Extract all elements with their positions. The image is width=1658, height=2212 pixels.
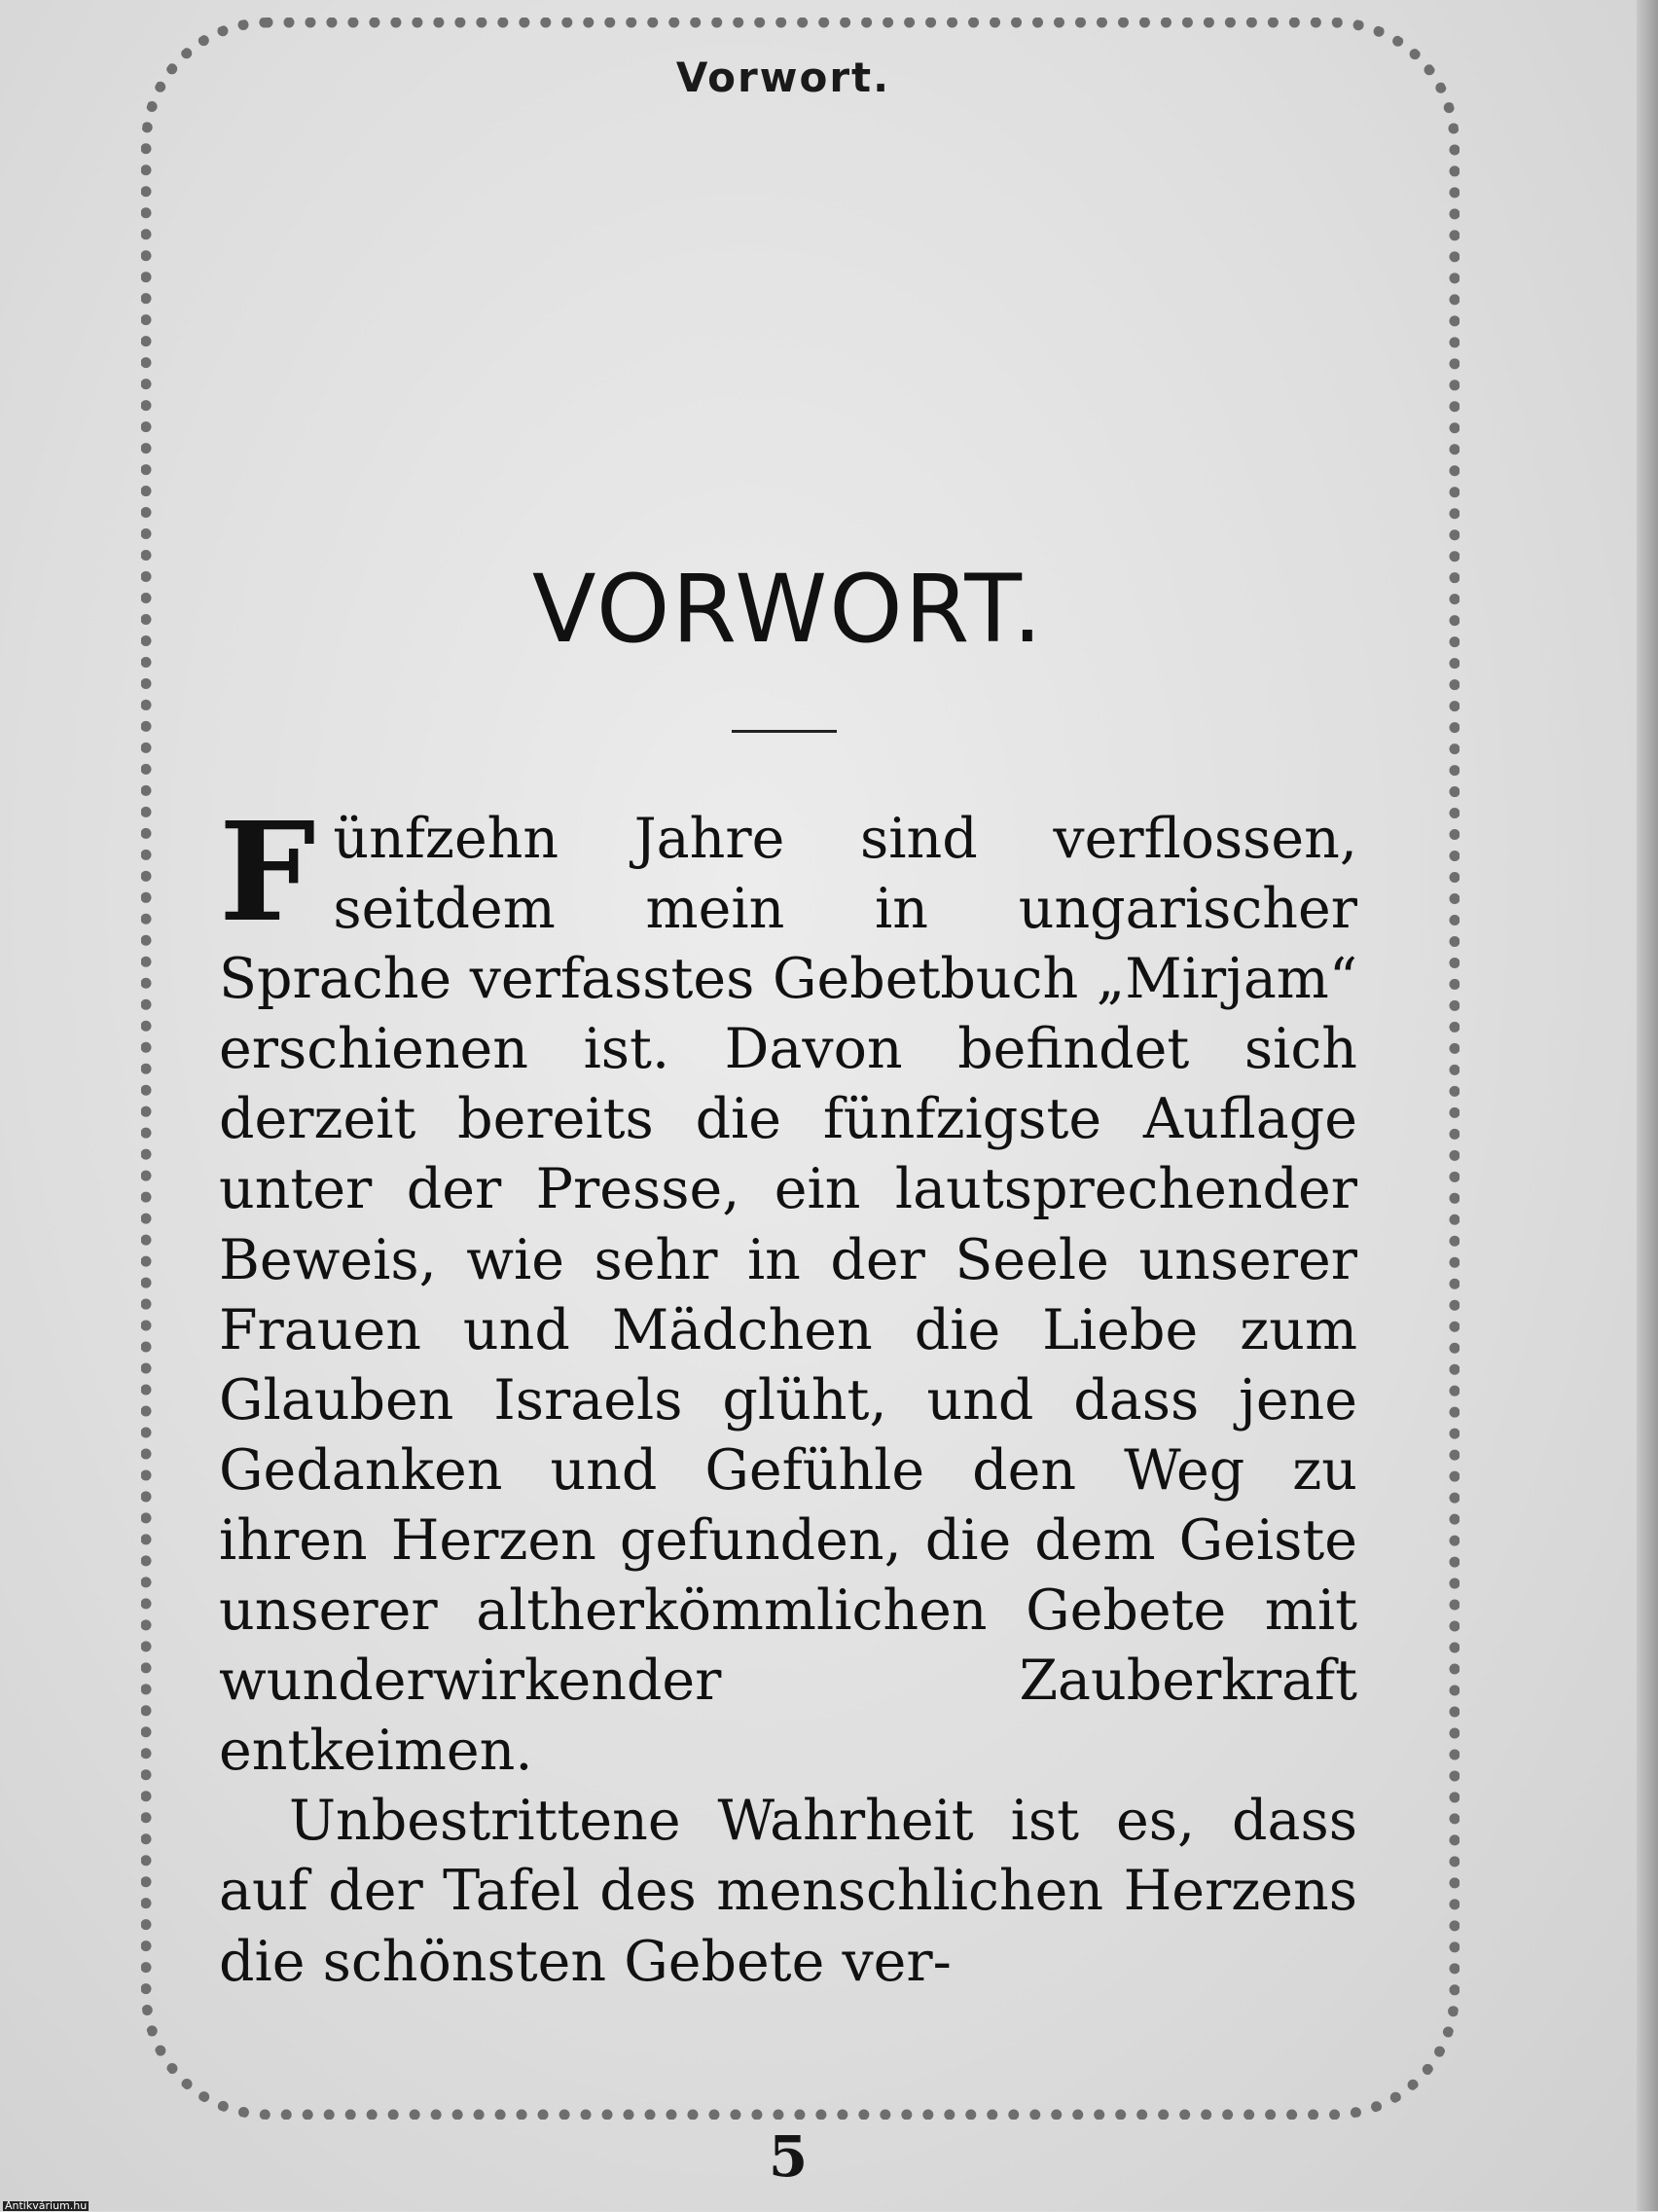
running-head: Vorwort. [675, 54, 891, 101]
body-text [219, 793, 1357, 1997]
paragraph-2: Unbestrittene Wahrheit ist es, dass auf der Tafel des menschlichen Herzens die schönsten Gebete ver- [219, 1789, 1357, 1994]
page-edge-shadow [1637, 0, 1658, 2211]
chapter-title: VORWORT. [531, 555, 1045, 664]
watermark-label: Antikvárium.hu [5, 2199, 88, 2212]
page-number: 5 [768, 2123, 809, 2190]
title-rule [732, 730, 837, 733]
paragraph-1: Fünfzehn Jahre sind verflossen, seitdem mein in ungarischer Sprache verfasstes Gebetbuch „Mirjam“ erschienen ist. Davon befindet sich derzeit bereits die fünfzigste Auflage unter der Presse, ein lautsprechender Beweis, wie sehr in der Seele unserer Frauen und Mädchen die Liebe zum Glauben Israels glüht, und dass jene Gedanken und Gefühle den Weg zu ihren Herzen gefunden, die dem Geiste unserer altherkömmlichen Gebete mit wunderwirkender Zauberkraft entkeimen. [219, 793, 1357, 1784]
